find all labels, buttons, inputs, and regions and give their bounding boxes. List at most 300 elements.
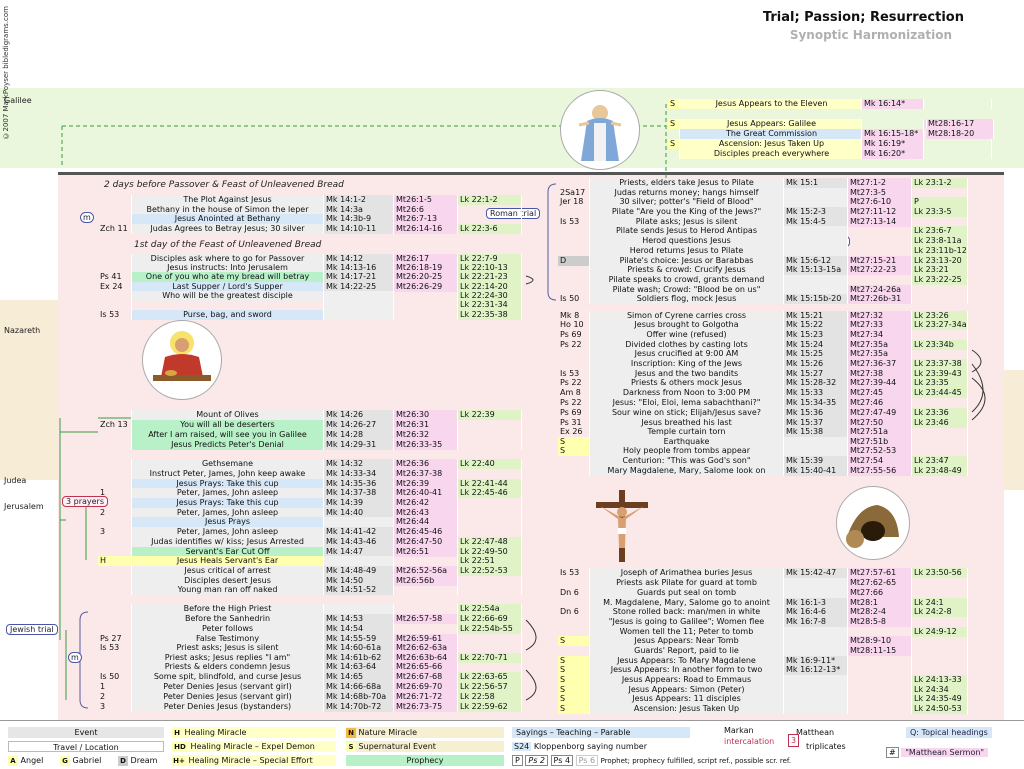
scripture-ref: Ps 31: [558, 418, 590, 428]
matthew-ref: [848, 704, 912, 714]
mark-ref: Mk 15:42-47: [784, 568, 848, 578]
mark-ref: [862, 119, 924, 129]
scripture-ref: Ps 69: [558, 330, 590, 340]
luke-ref: Lk 23:37-38: [912, 359, 968, 369]
table-row: [98, 672, 522, 682]
event-label: Peter Denies Jesus (servant girl): [132, 682, 324, 692]
scripture-ref: Ex 24: [98, 282, 132, 292]
event-label: Jesus Prays: Take this cup: [132, 479, 324, 489]
event-label: Soldiers flog, mock Jesus: [590, 294, 784, 304]
scripture-ref: [98, 430, 132, 440]
event-label: Jesus Prays: Take this cup: [132, 498, 324, 508]
scripture-ref: [558, 236, 590, 246]
matthew-ref: Mt26:1-5: [394, 195, 458, 205]
table-row: [558, 320, 968, 330]
scripture-ref: S: [558, 437, 590, 447]
mark-ref: Mk 14:33-34: [324, 469, 394, 479]
supernatural-tag: S: [668, 139, 680, 149]
mark-ref: Mk 15:4-5: [784, 217, 848, 227]
event-label: Jesus Heals Servant's Ear: [132, 556, 324, 566]
mark-ref: Mk 16:12-13*: [784, 665, 848, 675]
event-label: Pilate asks; Jesus is silent: [590, 217, 784, 227]
luke-ref: Lk 22:1-2: [458, 195, 522, 205]
luke-ref: [458, 469, 522, 479]
table-row: [558, 665, 968, 675]
hash-tag: #: [886, 747, 899, 758]
table-row: [98, 469, 522, 479]
scripture-ref: H: [98, 556, 132, 566]
mark-ref: Mk 16:7-8: [784, 617, 848, 627]
matthew-ref: Mt26:51: [394, 547, 458, 557]
luke-ref: Lk 23:3-5: [912, 207, 968, 217]
mark-ref: [784, 588, 848, 598]
mark-ref: Mk 15:39: [784, 456, 848, 466]
event-label: Inscription: King of the Jews: [590, 359, 784, 369]
table-row: [558, 636, 968, 646]
scripture-ref: [98, 585, 132, 595]
scripture-ref: S: [558, 656, 590, 666]
table-row: [558, 178, 968, 188]
scripture-ref: Zch 11: [98, 224, 132, 234]
matthew-ref: Mt28:2-4: [848, 607, 912, 617]
luke-ref: Lk 23:44-45: [912, 388, 968, 398]
matthew-ref: Mt27:35a: [848, 340, 912, 350]
luke-ref: Lk 23:50-56: [912, 568, 968, 578]
matthew-ref: [924, 139, 992, 149]
luke-ref: Lk 23:36: [912, 408, 968, 418]
scripture-ref: [558, 578, 590, 588]
galilee-row: [668, 149, 992, 159]
event-label: Jesus Appears to the Eleven: [680, 99, 862, 109]
matthew-ref: Mt27:54: [848, 456, 912, 466]
event-label: Jesus and the two bandits: [590, 369, 784, 379]
table-row: [98, 430, 522, 440]
scripture-ref: Is 53: [98, 310, 132, 320]
special-tag: H+: [173, 757, 185, 765]
event-label: Disciples ask where to go for Passover: [132, 254, 324, 264]
table-row: [558, 197, 968, 207]
mark-ref: Mk 15:37: [784, 418, 848, 428]
table-row: [558, 408, 968, 418]
scripture-ref: [558, 226, 590, 236]
matthew-ref: Mt26:40-41: [394, 488, 458, 498]
dream-label: Dream: [130, 756, 158, 765]
event-label: Pilate wash; Crowd: "Blood be on us": [590, 285, 784, 295]
event-label: Jesus Appears: In another form to two: [590, 665, 784, 675]
event-label: Jesus Predicts Peter's Denial: [132, 440, 324, 450]
luke-ref: P: [912, 197, 968, 207]
table-row: [558, 294, 968, 304]
scripture-ref: Ps 22: [558, 398, 590, 408]
mark-ref: Mk 14:40: [324, 508, 394, 518]
risen-jesus-icon: [560, 90, 640, 170]
luke-ref: Lk 23:13-20: [912, 256, 968, 266]
matthew-ref: [848, 675, 912, 685]
table-row: [98, 566, 522, 576]
nature-label: Nature Miracle: [358, 728, 418, 737]
table-row: [558, 275, 968, 285]
table-row: [558, 226, 968, 236]
event-label: Jesus Appears: Road to Emmaus: [590, 675, 784, 685]
mark-ref: [324, 604, 394, 614]
event-label: Purse, bag, and sword: [132, 310, 324, 320]
event-label: The Plot Against Jesus: [132, 195, 324, 205]
event-label: One of you who ate my bread will betray: [132, 272, 324, 282]
table-row: [98, 556, 522, 566]
scripture-ref: [98, 498, 132, 508]
scripture-ref: Zch 13: [98, 420, 132, 430]
event-label: False Testimony: [132, 634, 324, 644]
luke-ref: Lk 23:34b: [912, 340, 968, 350]
luke-ref: [458, 585, 522, 595]
event-label: Jesus instructs: Into Jerusalem: [132, 263, 324, 273]
matthew-ref: Mt27:3-5: [848, 188, 912, 198]
event-label: Young man ran off naked: [132, 585, 324, 595]
table-row: [98, 604, 522, 614]
luke-ref: [912, 427, 968, 437]
legend-prophet: [512, 755, 791, 766]
markan-m-marker-1: m: [80, 212, 94, 223]
table-row: [98, 310, 522, 320]
legend-intercalation: intercalation: [724, 737, 775, 746]
luke-ref: Lk 24:2-8: [912, 607, 968, 617]
luke-ref: [458, 643, 522, 653]
supernatural-tag: S: [668, 99, 680, 109]
luke-ref: Lk 22:21-23: [458, 272, 522, 282]
scripture-ref: Ps 69: [558, 408, 590, 418]
luke-ref: Lk 22:41-44: [458, 479, 522, 489]
ps6-tag: Ps 6: [576, 755, 598, 766]
healing-tag: H: [172, 728, 182, 738]
luke-ref: Lk 23:39-43: [912, 369, 968, 379]
scripture-ref: [98, 440, 132, 450]
event-label: Priests & crowd: Crucify Jesus: [590, 265, 784, 275]
legend-travel: Travel / Location: [8, 741, 164, 752]
matthew-ref: Mt27:6-10: [848, 197, 912, 207]
table-row: [558, 704, 968, 714]
table-row: [98, 214, 522, 224]
matthew-ref: Mt26:69-70: [394, 682, 458, 692]
galilee-row: [926, 119, 994, 129]
scripture-ref: 2: [98, 692, 132, 702]
luke-ref: Lk 22:54b-55: [458, 624, 522, 634]
matthew-ref: Mt26:17: [394, 254, 458, 264]
event-label: Before the Sanhedrin: [132, 614, 324, 624]
supernatural-tag: [668, 129, 680, 139]
table-row: [98, 662, 522, 672]
table-row: [558, 446, 968, 456]
table-row: [558, 568, 968, 578]
scripture-ref: Ex 26: [558, 427, 590, 437]
table-row: [558, 427, 968, 437]
luke-ref: Lk 22:51: [458, 556, 522, 566]
mark-ref: [324, 310, 394, 320]
luke-ref: Lk 24:35-49: [912, 694, 968, 704]
scripture-ref: 2: [98, 508, 132, 518]
scripture-ref: 1: [98, 488, 132, 498]
scripture-ref: Is 53: [558, 568, 590, 578]
scripture-ref: Dn 6: [558, 588, 590, 598]
mark-ref: [784, 246, 848, 256]
legend-nature: [346, 727, 504, 738]
mark-ref: Mk 15:33: [784, 388, 848, 398]
table-row: [558, 388, 968, 398]
table-row: [558, 398, 968, 408]
heading-first-day: 1st day of the Feast of Unleavened Bread: [134, 240, 322, 250]
scripture-ref: S: [558, 636, 590, 646]
matthew-ref: Mt27:47-49: [848, 408, 912, 418]
event-label: Judas Agrees to Betray Jesus; 30 silver: [132, 224, 324, 234]
table-row: [558, 359, 968, 369]
scripture-ref: [98, 459, 132, 469]
nature-tag: N: [346, 728, 356, 738]
legend-matthean: Matthean: [796, 728, 835, 737]
mark-ref: [784, 578, 848, 588]
luke-ref: Lk 23:27-34a: [914, 320, 967, 329]
legend-angel: [8, 755, 43, 766]
matthew-ref: Mt27:24-26a: [848, 285, 912, 295]
scripture-ref: [98, 410, 132, 420]
matthew-ref: Mt28:11-15: [848, 646, 912, 656]
mark-ref: Mk 16:9-11*: [784, 656, 848, 666]
matthew-ref: Mt26:71-72: [394, 692, 458, 702]
luke-ref: [912, 446, 968, 456]
mark-ref: Mk 14:61b-62: [324, 653, 394, 663]
event-label: After I am raised, will see you in Galilee: [132, 430, 324, 440]
galilee-row: [668, 139, 992, 149]
event-label: Peter, James, John asleep: [132, 488, 324, 498]
matthew-ref: Mt26:6: [394, 205, 458, 215]
mark-ref: Mk 14:54: [324, 624, 394, 634]
table-row: [558, 646, 968, 656]
luke-ref: Lk 23:22-25: [912, 275, 968, 285]
luke-ref: Lk 22:56-57: [458, 682, 522, 692]
mark-ref: Mk 14:26: [324, 410, 394, 420]
empty-tomb-icon: [836, 486, 910, 560]
matthew-ref: [394, 310, 458, 320]
mark-ref: Mk 15:28-32: [784, 378, 848, 388]
scripture-ref: [98, 624, 132, 634]
mark-ref: Mk 14:10-11: [324, 224, 394, 234]
region-jerusalem: Jerusalem: [4, 502, 44, 511]
matthew-ref: Mt26:44: [394, 517, 458, 527]
scripture-ref: [558, 275, 590, 285]
table-row: [98, 410, 522, 420]
scripture-ref: S: [558, 694, 590, 704]
sermon-label: "Matthean Sermon": [901, 748, 988, 757]
scripture-ref: 1: [98, 682, 132, 692]
matthew-ref: Mt26:45-46: [394, 527, 458, 537]
legend-dream: [118, 755, 157, 766]
mark-ref: Mk 14:28: [324, 430, 394, 440]
matthew-ref: [848, 246, 912, 256]
event-label: Jesus Anointed at Bethany: [132, 214, 324, 224]
event-label: Instruct Peter, James, John keep awake: [132, 469, 324, 479]
matthew-ref: Mt27:35a: [848, 349, 912, 359]
mark-ref: Mk 15:40-41: [784, 466, 848, 476]
luke-ref: Lk 24:13-33: [912, 675, 968, 685]
matthew-ref: Mt26:65-66: [394, 662, 458, 672]
legend-markan: Markan: [724, 726, 754, 735]
event-label: Herod questions Jesus: [590, 236, 784, 246]
mark-ref: [784, 275, 848, 285]
mark-ref: Mk 14:3b-9: [324, 214, 394, 224]
matthew-ref: Mt27:15-21: [848, 256, 912, 266]
ps2-tag: Ps 2: [525, 755, 548, 766]
scripture-ref: S: [558, 685, 590, 695]
table-row: [558, 617, 968, 627]
matthew-ref: Mt26:7-13: [394, 214, 458, 224]
legend-event: Event: [8, 727, 164, 738]
scripture-ref: [558, 466, 590, 476]
special-label: Healing Miracle – Special Effort: [188, 756, 313, 765]
luke-ref: Lk 23:48-49: [912, 466, 968, 476]
event-label: Jesus breathed his last: [590, 418, 784, 428]
matthew-ref: [394, 604, 458, 614]
dream-tag: D: [118, 756, 128, 766]
matthew-ref: Mt26:30: [394, 410, 458, 420]
mark-ref: Mk 14:12: [324, 254, 394, 264]
event-label: Before the High Priest: [132, 604, 324, 614]
scripture-ref: [98, 214, 132, 224]
scripture-ref: Is 50: [558, 294, 590, 304]
table-row: [558, 588, 968, 598]
matthew-ref: [394, 556, 458, 566]
matthew-ref: Mt28:18-20: [926, 129, 994, 139]
event-label: Simon of Cyrene carries cross: [590, 311, 784, 321]
matthew-ref: Mt26:32: [394, 430, 458, 440]
event-label: Stone rolled back: man/men in white: [590, 607, 784, 617]
scripture-ref: [98, 300, 132, 310]
event-label: Jesus Prays: [132, 517, 324, 527]
event-label: Darkness from Noon to 3:00 PM: [590, 388, 784, 398]
mark-ref: Mk 15:13-15a: [784, 265, 848, 275]
scripture-ref: [98, 604, 132, 614]
mark-ref: Mk 14:29-31: [324, 440, 394, 450]
mark-ref: Mk 16:20*: [862, 149, 924, 159]
event-label: Women tell the 11; Peter to tomb: [590, 627, 784, 637]
luke-ref: [458, 420, 522, 430]
luke-ref: [458, 517, 522, 527]
matthew-ref: Mt27:11-12: [848, 207, 912, 217]
luke-ref: [912, 349, 968, 359]
scripture-ref: [98, 566, 132, 576]
matthew-ref: Mt26:43: [394, 508, 458, 518]
mark-ref: [784, 704, 848, 714]
matthew-ref: Mt27:62-65: [848, 578, 912, 588]
scripture-ref: [98, 517, 132, 527]
mark-ref: Mk 14:41-42: [324, 527, 394, 537]
luke-ref: Lk 24:9-12: [912, 627, 968, 637]
legend-supernatural: [346, 741, 504, 752]
luke-ref: Lk 22:63-65: [458, 672, 522, 682]
luke-ref: [458, 662, 522, 672]
table-row: [558, 236, 968, 246]
legend-prophecy: Prophecy: [346, 755, 504, 766]
mark-ref: Mk 15:25: [784, 349, 848, 359]
scripture-ref: [98, 537, 132, 547]
matthew-ref: Mt26:26-29: [394, 282, 458, 292]
scripture-ref: 2Sa17: [558, 188, 590, 198]
event-label: Peter, James, John asleep: [132, 527, 324, 537]
mark-ref: [784, 636, 848, 646]
table-row: [98, 300, 522, 310]
event-label: Priests, elders take Jesus to Pilate: [590, 178, 784, 188]
mark-ref: Mk 14:17-21: [324, 272, 394, 282]
table-row: [98, 488, 522, 498]
event-label: Divided clothes by casting lots: [590, 340, 784, 350]
angel-label: Angel: [20, 756, 44, 765]
scripture-ref: 3: [98, 702, 132, 712]
gabriel-tag: G: [60, 756, 70, 766]
scripture-ref: [558, 207, 590, 217]
mark-ref: Mk 15:1: [784, 178, 848, 188]
mark-ref: [784, 226, 848, 236]
scripture-ref: [558, 359, 590, 369]
event-label: Last Supper / Lord's Supper: [132, 282, 324, 292]
healing-label: Healing Miracle: [184, 728, 247, 737]
scripture-ref: Mk 8: [558, 311, 590, 321]
luke-ref: Lk 23:46: [912, 418, 968, 428]
event-label: Peter Denies Jesus (bystanders): [132, 702, 324, 712]
scripture-ref: [558, 246, 590, 256]
mark-ref: Mk 16:19*: [862, 139, 924, 149]
luke-ref: Lk 22:58: [458, 692, 522, 702]
event-label: Ascension: Jesus Taken Up: [590, 704, 784, 714]
jewish-trial-callout: Jewish trial: [6, 624, 58, 635]
matthew-ref: Mt27:36-37: [848, 359, 912, 369]
scripture-ref: Am 8: [558, 388, 590, 398]
mark-ref: Mk 14:51-52: [324, 585, 394, 595]
p-tag: P: [512, 755, 523, 766]
matthew-ref: Mt26:63b-64: [394, 653, 458, 663]
event-label: You will all be deserters: [132, 420, 324, 430]
table-row: [558, 330, 968, 340]
mark-ref: Mk 14:43-46: [324, 537, 394, 547]
mark-ref: [324, 517, 394, 527]
scripture-ref: Ps 27: [98, 634, 132, 644]
scripture-ref: [558, 349, 590, 359]
mark-ref: [784, 446, 848, 456]
matthew-ref: Mt26:39: [394, 479, 458, 489]
table-row: [98, 527, 522, 537]
matthew-ref: Mt27:38: [848, 369, 912, 379]
event-label: Priest asks; Jesus is silent: [132, 643, 324, 653]
event-label: [132, 300, 324, 310]
matthew-ref: Mt27:51b: [848, 437, 912, 447]
mark-ref: Mk 14:63-64: [324, 662, 394, 672]
legend-triplicates: triplicates: [806, 742, 846, 751]
region-galilee: Galilee: [4, 96, 32, 105]
event-label: The Great Commission: [680, 129, 862, 139]
event-label: Jesus Appears: 11 disciples: [590, 694, 784, 704]
matthew-ref: [394, 624, 458, 634]
luke-ref: Lk 22:10-13: [458, 263, 522, 273]
event-label: Peter follows: [132, 624, 324, 634]
luke-ref: Lk 22:40: [458, 459, 522, 469]
mark-ref: Mk 16:15-18*: [862, 129, 924, 139]
mark-ref: [784, 197, 848, 207]
event-label: Pilate's choice: Jesus or Barabbas: [590, 256, 784, 266]
matthew-ref: Mt26:31: [394, 420, 458, 430]
region-nazareth: Nazareth: [4, 326, 41, 335]
scripture-ref: Ho 10: [558, 320, 590, 330]
luke-ref: [912, 294, 968, 304]
mark-ref: Mk 14:32: [324, 459, 394, 469]
matthew-ref: Mt26:73-75: [394, 702, 458, 712]
legend-expel: [172, 741, 336, 752]
table-row: [558, 265, 968, 275]
